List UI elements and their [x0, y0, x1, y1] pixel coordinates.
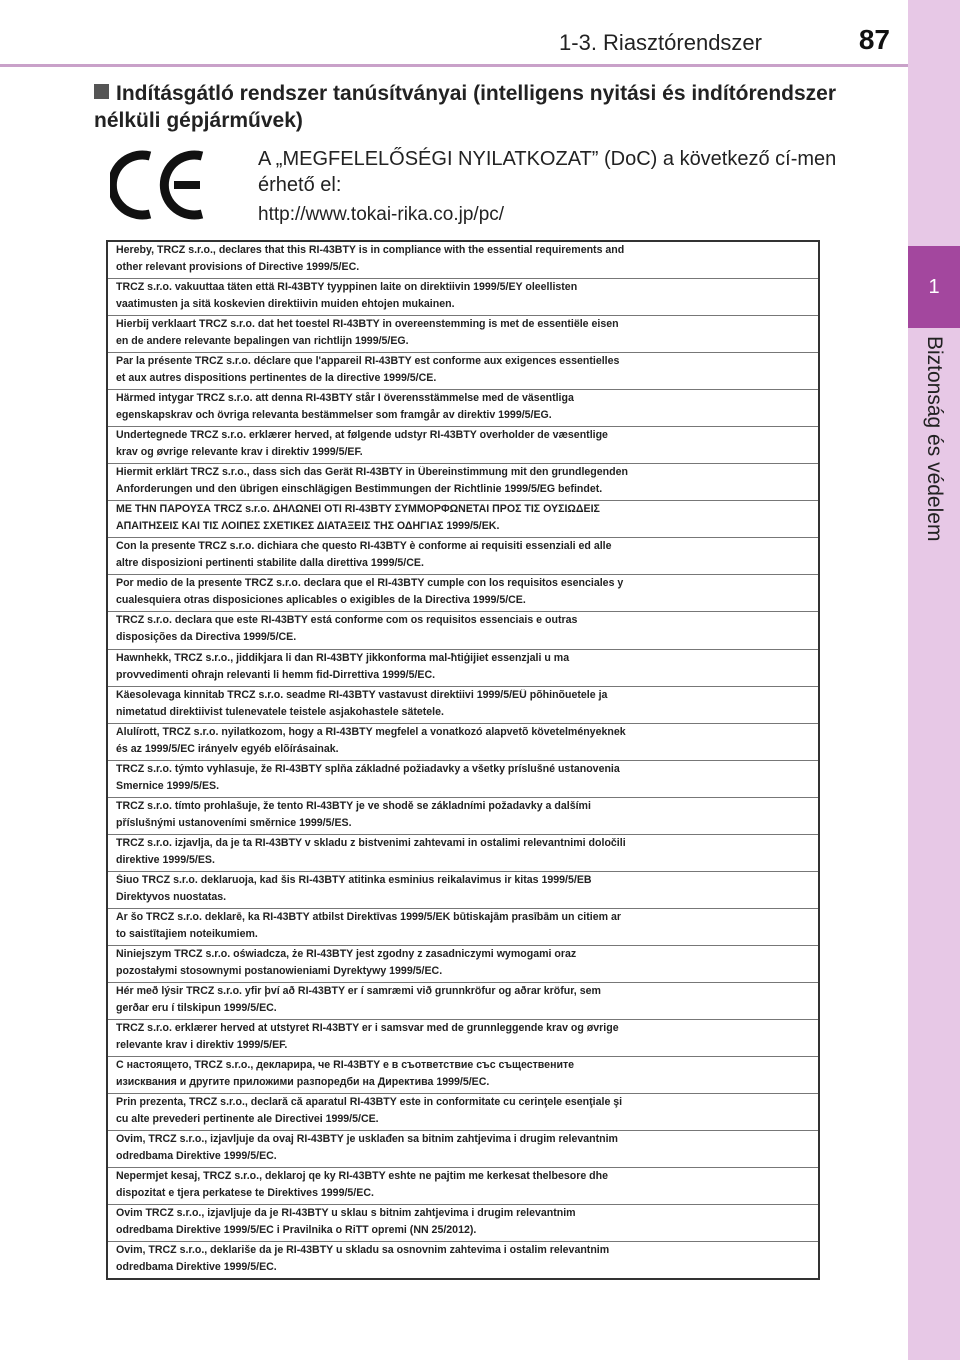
- declaration-line-1: Nepermjet kesaj, TRCZ s.r.o., deklaroj qe ky RI-43BTY eshte ne pajtim me kerkesat thelbesore dhe: [116, 1170, 609, 1183]
- page-number: 87: [858, 24, 890, 55]
- declaration-line-1: Prin prezenta, TRCZ s.r.o., declară că aparatul RI-43BTY este in conformitate cu cerinţele esenţiale şi: [116, 1096, 623, 1109]
- declaration-line-2: cu alte prevederi pertinente ale Directivei 1999/5/CE.: [116, 1113, 379, 1126]
- declaration-row: [108, 575, 818, 612]
- declaration-row: [108, 1242, 818, 1279]
- declaration-line-1: ΜΕ ΤΗΝ ΠΑΡΟΥΣΑ TRCZ s.r.o. ΔΗΛΩΝΕΙ ΟΤΙ RI-43BTY ΣΥΜΜΟΡΦΩΝΕΤΑΙ ΠΡΟΣ ΤΙΣ ΟΥΣΙΩΔΕΙΣ: [116, 503, 600, 516]
- declaration-row: [108, 538, 818, 575]
- side-tab: [908, 0, 960, 1360]
- declaration-line-1: Ovim, TRCZ s.r.o., izjavljuje da ovaj RI-43BTY je usklađen sa bitnim zahtjevima i drugim relevantnim: [116, 1133, 618, 1146]
- declaration-line-2: Direktyvos nuostatas.: [116, 890, 227, 903]
- declaration-line-1: TRCZ s.r.o. vakuuttaa täten että RI-43BTY tyyppinen laite on direktiivin 1999/5/EY oleellisten: [116, 281, 578, 294]
- declaration-row: [108, 612, 818, 649]
- declaration-row: [108, 353, 818, 390]
- declaration-line-1: Härmed intygar TRCZ s.r.o. att denna RI-43BTY står I överensstämmelse med de väsentliga: [116, 392, 574, 405]
- declaration-row: [108, 872, 818, 909]
- declaration-line-2: dispozitat e tjera perkatese te Direktives 1999/5/EC.: [116, 1187, 374, 1200]
- declaration-line-1: TRCZ s.r.o. izjavlja, da je ta RI-43BTY v skladu z bistvenimi zahtevami in ostalimi relevantnimi določili: [116, 836, 626, 849]
- declaration-line-2: Anforderungen und den übrigen einschlägigen Bestimmungen der Richtlinie 1999/5/EG befindet.: [116, 483, 603, 496]
- declaration-row: [108, 1131, 818, 1168]
- declaration-line-1: Ar šo TRCZ s.r.o. deklarē, ka RI-43BTY atbilst Direktīvas 1999/5/EK būtiskajām prasībām un citiem ar: [116, 910, 621, 923]
- declaration-line-2: cualesquiera otras disposiciones aplicables o exigibles de la Directiva 1999/5/CE.: [116, 594, 526, 607]
- declaration-line-2: en de andere relevante bepalingen van richtlijn 1999/5/EG.: [116, 335, 409, 348]
- declaration-line-1: Con la presente TRCZ s.r.o. dichiara che questo RI-43BTY è conforme ai requisiti essenziali ed alle: [116, 540, 612, 553]
- doc-availability-text: A „MEGFELELŐSÉGI NYILATKOZAT” (DoC) a következő cí-men érhető el:: [258, 148, 837, 196]
- declaration-row: [108, 316, 818, 353]
- chapter-label: Biztonság és védelem: [923, 336, 946, 542]
- declaration-line-2: altre disposizioni pertinenti stabilite dalla direttiva 1999/5/CE.: [116, 557, 424, 570]
- declaration-line-2: et aux autres dispositions pertinentes de la directive 1999/5/CE.: [116, 372, 437, 385]
- page-header: [0, 0, 908, 66]
- declaration-line-1: Hér með lýsir TRCZ s.r.o. yfir því að RI-43BTY er í samræmi við grunnkröfur og aðrar kröfur, sem: [116, 984, 601, 997]
- declaration-line-2: relevante krav i direktiv 1999/5/EF.: [116, 1038, 288, 1051]
- ce-mark-icon: [110, 150, 210, 220]
- declaration-line-1: Undertegnede TRCZ s.r.o. erklærer herved, at følgende udstyr RI-43BTY overholder de væsentlige: [116, 429, 608, 442]
- declaration-row: [108, 501, 818, 538]
- declaration-line-1: Ovim, TRCZ s.r.o., deklariše da je RI-43BTY u skladu sa osnovnim zahtevima i ostalim relevantnim: [116, 1244, 610, 1257]
- declaration-line-2: pozostałymi stosownymi postanowieniami Dyrektywy 1999/5/EC.: [116, 964, 443, 977]
- declaration-line-1: С настоящето, TRCZ s.r.o., декларира, че RI-43BTY е в съответствие със съществените: [116, 1059, 575, 1072]
- chapter-number-tab[interactable]: 1: [908, 246, 960, 328]
- declaration-row: [108, 724, 818, 761]
- declaration-line-1: Por medio de la presente TRCZ s.r.o. declara que el RI-43BTY cumple con los requisitos esenciales y: [116, 577, 624, 590]
- declaration-line-2: krav og øvrige relevante krav i direktiv 1999/5/EF.: [116, 446, 363, 459]
- declaration-row: [108, 279, 818, 316]
- section-heading-text: Indításgátló rendszer tanúsítványai (intelligens nyitási és indítórendszer nélküli gépjárművek): [94, 82, 837, 132]
- declaration-row: [108, 650, 818, 687]
- declaration-line-1: TRCZ s.r.o. declara que este RI-43BTY está conforme com os requisitos essenciais e outras: [116, 614, 578, 627]
- declaration-line-1: Niniejszym TRCZ s.r.o. oświadcza, że RI-43BTY jest zgodny z zasadniczymi wymogami oraz: [116, 947, 577, 960]
- header-divider: [0, 64, 908, 67]
- declaration-line-1: TRCZ s.r.o. tímto prohlašuje, že tento RI-43BTY je ve shodě se základními požadavky a dalšími: [116, 799, 591, 812]
- declaration-line-1: Käesolevaga kinnitab TRCZ s.r.o. seadme RI-43BTY vastavust direktiivi 1999/5/EÜ põhinõuetele ja: [116, 688, 608, 701]
- declaration-row: [108, 983, 818, 1020]
- declaration-row: [108, 1057, 818, 1094]
- declaration-line-1: Alulírott, TRCZ s.r.o. nyilatkozom, hogy a RI-43BTY megfelel a vonatkozó alapvetõ követelményeknek: [116, 725, 626, 738]
- declaration-line-1: Šiuo TRCZ s.r.o. deklaruoja, kad šis RI-43BTY atitinka esminius reikalavimus ir kitas 1999/5/EB: [116, 873, 592, 886]
- declaration-line-2: odredbama Direktive 1999/5/EC i Pravilnika o RiTT opremi (NN 25/2012).: [116, 1224, 477, 1237]
- doc-url[interactable]: http://www.tokai-rika.co.jp/pc/: [258, 204, 505, 225]
- declaration-row: [108, 798, 818, 835]
- declaration-line-2: gerðar eru í tilskipun 1999/5/EC.: [116, 1001, 277, 1014]
- declaration-line-2: odredbama Direktive 1999/5/EC.: [116, 1150, 277, 1163]
- declaration-line-2: és az 1999/5/EC irányelv egyéb elõírásainak.: [116, 742, 339, 755]
- declaration-line-2: other relevant provisions of Directive 1999/5/EC.: [116, 261, 360, 273]
- declaration-line-2: odredbama Direktive 1999/5/EC.: [116, 1261, 277, 1274]
- declaration-line-2: Smernice 1999/5/ES.: [116, 779, 220, 792]
- declaration-line-1: TRCZ s.r.o. týmto vyhlasuje, že RI-43BTY spĺňa základné požiadavky a všetky príslušné ustanovenia: [116, 762, 620, 775]
- header-title: 1-3. Riasztórendszer: [559, 30, 762, 55]
- declaration-row: [108, 464, 818, 501]
- declaration-line-2: ΑΠΑΙΤΗΣΕΙΣ ΚΑΙ ΤΙΣ ΛΟΙΠΕΣ ΣΧΕΤΙΚΕΣ ΔΙΑΤΑΞΕΙΣ ΤΗΣ ΟΔΗΓΙΑΣ 1999/5/ΕΚ.: [116, 520, 500, 533]
- declaration-line-1: Hierbij verklaart TRCZ s.r.o. dat het toestel RI-43BTY in overeenstemming is met de essentiële eisen: [116, 318, 619, 331]
- declaration-row: [108, 687, 818, 724]
- declaration-line-1: Hiermit erklärt TRCZ s.r.o., dass sich das Gerät RI-43BTY in Übereinstimmung mit den grundlegenden: [116, 466, 628, 479]
- declaration-line-1: Hereby, TRCZ s.r.o., declares that this RI-43BTY is in compliance with the essential requirements and: [116, 244, 625, 256]
- declaration-line-1: Ovim TRCZ s.r.o., izjavljuje da je RI-43BTY u sklau s bitnim zahtjevima i drugim relevantnim: [116, 1207, 576, 1220]
- declaration-line-2: direktive 1999/5/ES.: [116, 853, 215, 866]
- declaration-line-2: provvedimenti oħrajn relevanti li hemm fid-Dirrettiva 1999/5/EC.: [116, 668, 436, 681]
- declaration-row: [108, 427, 818, 464]
- declaration-line-2: disposições da Directiva 1999/5/CE.: [116, 631, 297, 644]
- declaration-line-1: TRCZ s.r.o. erklærer herved at utstyret RI-43BTY er i samsvar med de grunnleggende krav og øvrige: [116, 1021, 619, 1034]
- declaration-table: [106, 240, 820, 1280]
- square-bullet-icon: [94, 84, 109, 99]
- declaration-row: [108, 390, 818, 427]
- section-heading: [94, 80, 884, 134]
- declaration-line-2: nimetatud direktiivist tulenevatele teistele asjakohastele sätetele.: [116, 705, 444, 718]
- declaration-row: [108, 242, 818, 279]
- declaration-line-2: vaatimusten ja sitä koskevien direktiivin muiden ehtojen mukainen.: [116, 298, 455, 311]
- declaration-row: [108, 946, 818, 983]
- declaration-row: [108, 1020, 818, 1057]
- declaration-row: [108, 1168, 818, 1205]
- declaration-line-2: изисквания и другите приложими разпоредби на Директива 1999/5/ЕС.: [116, 1076, 490, 1089]
- declaration-row: [108, 1094, 818, 1131]
- declaration-row: [108, 835, 818, 872]
- declaration-line-2: egenskapskrav och övriga relevanta bestämmelser som framgår av direktiv 1999/5/EG.: [116, 409, 552, 422]
- declaration-row: [108, 761, 818, 798]
- declaration-row: [108, 1205, 818, 1242]
- declaration-line-2: příslušnými ustanoveními směrnice 1999/5/ES.: [116, 816, 352, 829]
- declaration-line-1: Hawnhekk, TRCZ s.r.o., jiddikjara li dan RI-43BTY jikkonforma mal-ħtiġijiet essenzjali u ma: [116, 651, 570, 664]
- declaration-line-2: to saistītajiem noteikumiem.: [116, 927, 258, 940]
- declaration-row: [108, 909, 818, 946]
- declaration-line-1: Par la présente TRCZ s.r.o. déclare que l'appareil RI-43BTY est conforme aux exigences essentielles: [116, 355, 620, 368]
